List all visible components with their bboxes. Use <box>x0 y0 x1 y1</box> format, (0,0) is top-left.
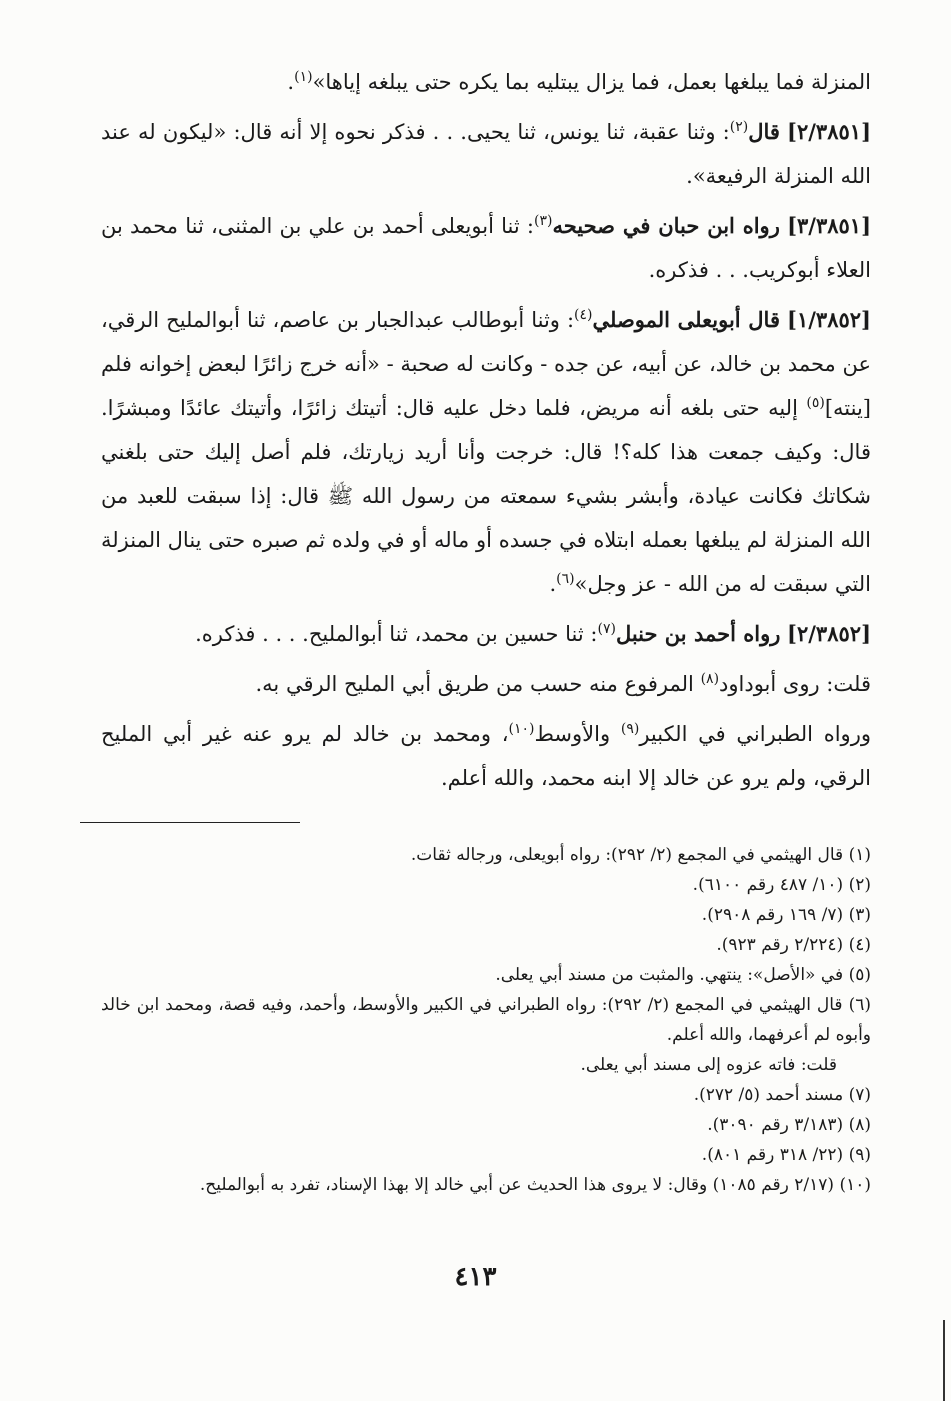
footnote-2: (٢) (١٠/ ٤٨٧ رقم ٦١٠٠). <box>692 875 871 895</box>
footnote-6-continuation: قلت: فاته عزوه إلى مسند أبي يعلى. <box>580 1055 837 1075</box>
footnote-ref[interactable]: (٤) <box>574 307 593 323</box>
footnote-6: (٦) قال الهيثمي في المجمع (٢/ ٢٩٢): رواه الطبراني في الكبير والأوسط، وأحمد، وفيه قصة، ومحمد ابن خالد وأبوه لم أعرفهما، والله أعلم. قلت: فاته عزوه إلى مسند أبي يعلى. <box>101 990 871 1080</box>
footnote-4: (٤) (٢/٢٢٤ رقم ٩٢٣). <box>716 935 871 955</box>
footnote-5: (٥) في «الأصل»: ينتهي. والمثبت من مسند أبي يعلى. <box>495 965 871 985</box>
hadith-number: [٢/٣٨٥١] <box>787 119 871 144</box>
hadith-text: إليه حتى بلغه أنه مريض، فلما دخل عليه قال: أتيتك زائرًا، وأتيتك عائدًا ومبشرًا. قال: وكيف جمعت هذا كله؟! قال: خرجت وأنا أريد زيارتك، فلم أصل إليك حتى بلغني شكاتك فكانت عيادة، وأبشر بشيء سمعته من رسول الله ﷺ قال: إذا سبقت للعبد من الله المنزلة لم يبلغها بعمله ابتلاه في جسده أو ماله أو في ولده ثم صبره حتى ينال المنزلة التي سبقت له من الله - عز وجل» <box>101 396 871 596</box>
hadith-number: [٣/٣٨٥١] <box>787 213 872 238</box>
hadith-source: رواه ابن حبان في صحيحه <box>552 213 780 238</box>
page-number: ٤١٣ <box>454 1262 497 1292</box>
hadith-text: : وثنا أبوطالب عبدالجبار بن عاصم، ثنا أبوالمليح الرقي، عن محمد بن خالد، عن أبيه، عن جده - وكانت له صحبة - «أنه خرج زائرًا لبعض إخوانه فلم [ينته] <box>101 308 871 420</box>
footnote-10: (١٠) (٢/١٧ رقم ١٠٨٥) وقال: لا يروى هذا الحديث عن أبي خالد إلا بهذا الإسناد، تفرد به أبوالمليح. <box>199 1175 871 1195</box>
footnote-ref[interactable]: (٢) <box>729 119 749 135</box>
footnote-ref[interactable]: (٦) <box>556 571 575 587</box>
hadith-source: قال أبويعلى الموصلي <box>592 307 780 332</box>
hadith-number: [٢/٣٨٥٢] <box>787 621 871 646</box>
footnote-ref[interactable]: (٩) <box>620 721 640 737</box>
hadith-text: : ثنا حسين بن محمد، ثنا أبوالمليح. . . . فذكره. <box>195 622 598 646</box>
footnote-7: (٧) مسند أحمد (٥/ ٢٧٢). <box>693 1085 871 1105</box>
footnote-ref[interactable]: (٨) <box>700 671 720 687</box>
footnote-ref[interactable]: (٧) <box>597 621 616 637</box>
footnote-1: (١) قال الهيثمي في المجمع (٢/ ٢٩٢): رواه أبويعلى، ورجاله ثقات. <box>410 845 871 865</box>
hadith-1-3852: [١/٣٨٥٢] قال أبويعلى الموصلي$^{(٤)}$: وثنا أبوطالب عبدالجبار بن عاصم، ثنا أبوالمليح الرقي، عن محمد بن خالد، عن أبيه، عن جده - وكانت له صحبة - «أنه خرج زائرًا لبعض إخوانه فلم [ينته]$^{(٥)}$ إليه حتى بلغه أنه مريض، فلما دخل عليه قال: أتيتك زائرًا، وأتيتك عائدًا ومبشرًا. قال: وكيف جمعت هذا كله؟! قال: خرجت وأنا أريد زيارتك، فلم أصل إليك حتى بلغني شكاتك فكانت عيادة، وأبشر بشيء سمعته من رسول الله ﷺ قال: إذا سبقت للعبد من الله المنزلة لم يبلغها بعمله ابتلاه في جسده أو ماله أو في ولده ثم صبره حتى ينال المنزلة التي سبقت له من الله - عز وجل»$^{(٦)}$. <box>101 307 871 596</box>
hadith-source: رواه أحمد بن حنبل <box>615 621 781 646</box>
commentary-abu-dawud: قلت: روى أبوداود$^{(٨)}$ المرفوع منه حسب من طريق أبي المليح الرقي به. <box>255 671 871 696</box>
main-text <box>101 60 871 806</box>
hadith-text: : ثنا أبويعلى أحمد بن علي بن المثنى، ثنا محمد بن العلاء أبوكريب. . . فذكره. <box>101 214 871 282</box>
hadith-3-3851 <box>101 204 871 292</box>
footnote-ref[interactable]: (١٠) <box>508 721 535 737</box>
hadith-number: [١/٣٨٥٢] <box>787 307 871 332</box>
hadith-text: : وثنا عقبة، ثنا يونس، ثنا يحيى. . . فذكر نحوه إلا أنه قال: «ليكون له عند الله المنزلة الرفيعة». <box>101 120 871 188</box>
footnote-ref[interactable]: (٣) <box>534 213 553 229</box>
footnote-divider <box>80 822 300 823</box>
footnote-ref[interactable]: (١) <box>294 69 313 85</box>
hadith-2-3851 <box>101 110 871 198</box>
scan-edge <box>943 1320 945 1401</box>
paragraph-continuation: المنزلة فما يبلغها بعمل، فما يزال يبتليه بما يكره حتى يبلغه إياها»$^{(١)}$. <box>287 69 871 94</box>
footnote-ref[interactable]: (٥) <box>806 395 825 411</box>
footnote-3: (٣) (٧/ ١٦٩ رقم ٢٩٠٨). <box>701 905 871 925</box>
footnotes <box>101 840 871 1200</box>
footnote-8: (٨) (٣/١٨٣ رقم ٣٠٩٠). <box>707 1115 871 1135</box>
commentary-tabarani: ورواه الطبراني في الكبير$^{(٩)}$ والأوسط$^{(١٠)}$، ومحمد بن خالد لم يرو عنه غير أبي المليح الرقي، ولم يرو عن خالد إلا ابنه محمد، والله أعلم. <box>101 721 871 790</box>
hadith-source: قال <box>748 119 780 144</box>
footnote-9: (٩) (٢٢/ ٣١٨ رقم ٨٠١). <box>701 1145 871 1165</box>
hadith-2-3852 <box>101 612 871 656</box>
